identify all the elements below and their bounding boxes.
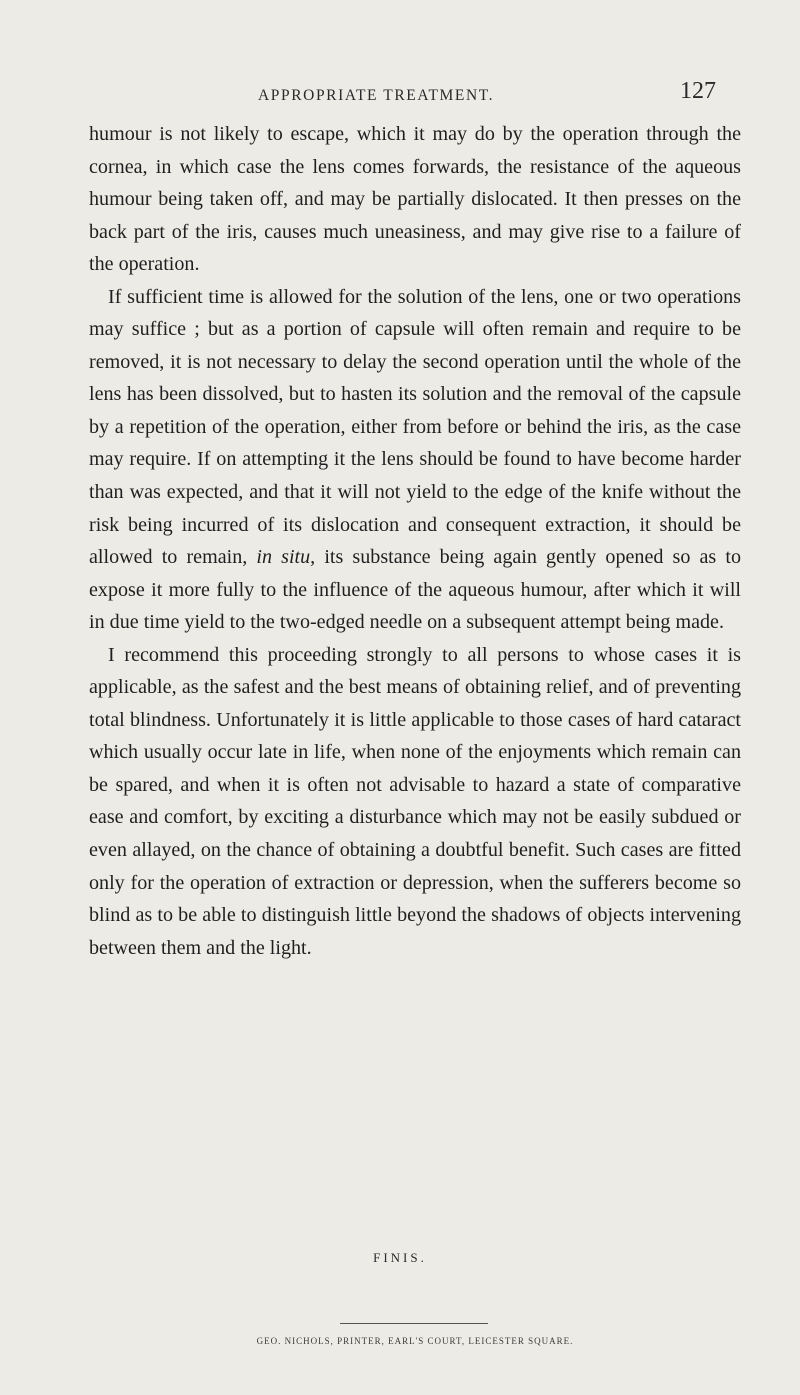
italic-phrase: in situ,	[256, 546, 316, 569]
printer-rule-divider	[340, 1323, 488, 1324]
finis-mark: FINIS.	[373, 1250, 427, 1265]
paragraph-2	[89, 281, 741, 639]
paragraph-1: humour is not likely to escape, which it may do by the operation through the cornea, in which case the lens comes forwards, the resistance of the aqueous humour being taken off, and may be partially dislocated. It then presses on the back part of the iris, causes much uneasiness, and may give rise to a failure of the operation.	[89, 123, 741, 276]
paragraph-3: I recommend this proceeding strongly to all persons to whose cases it is applicable, as the safest and the best means of obtaining relief, and of preventing total blindness. Unfortunately it is little applicable to those cases of hard cataract which usually occur late in life, when none of the enjoyments which remain can be spared, and when it is often not advisable to hazard a state of comparative ease and comfort, by exciting a disturbance which may not be easily subdued or even allayed, on the chance of obtaining a doubtful benefit. Such cases are fitted only for the operation of extraction or depression, when the sufferers become so blind as to be able to distinguish little beyond the shadows of objects intervening between them and the light.	[89, 643, 741, 959]
page-number: 127	[680, 78, 716, 104]
paragraph-2-text-a: If sufficient time is allowed for the solution of the lens, one or two operations may suffice ; but as a portion of capsule will often remain and require to be removed, it is not necessary to delay the second operation until the whole of the lens has been dissolved, but to hasten its solution and the removal of the capsule by a repetition of the operation, either from before or behind the iris, as the case may require. If on attempting it the lens should be found to have become harder than was expected, and that it will not yield to the edge of the knife without the risk being incurred of its dislocation and consequent extraction, it should be allowed to remain,	[89, 285, 741, 569]
printer-imprint: GEO. NICHOLS, PRINTER, EARL'S COURT, LEICESTER SQUARE.	[256, 1336, 574, 1346]
body-text	[89, 118, 741, 964]
paragraph-2-text-b: its substance being again gently opened so as to expose it more fully to the influence of the aqueous humour, after which it will in due time yield to the two-edged needle on a subsequent attempt being made.	[89, 546, 741, 634]
running-head: APPROPRIATE TREATMENT.	[258, 87, 495, 104]
